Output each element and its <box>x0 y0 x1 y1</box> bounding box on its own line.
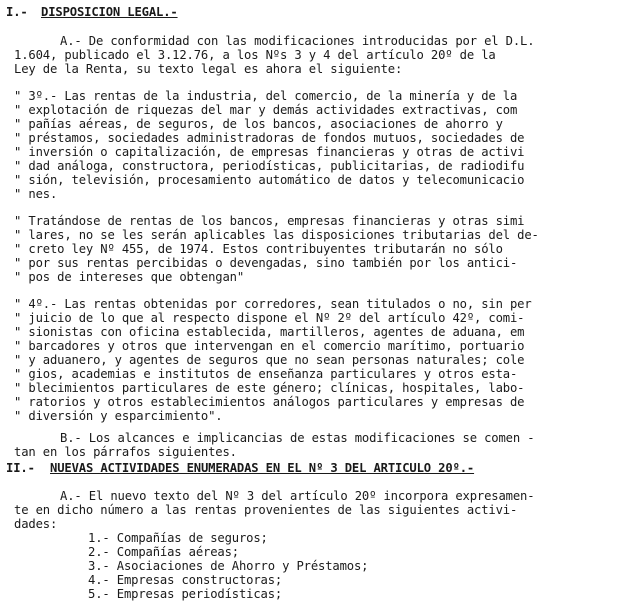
intro-line: Ley de la Renta, su texto legal es ahora el siguiente: <box>14 62 403 76</box>
quote-4-line: " y aduanero, y agentes de seguros que no sean personas naturales; cole <box>14 353 525 367</box>
section-1-title: DISPOSICION LEGAL.- <box>41 5 178 19</box>
list-item: 5.- Empresas periodísticas; <box>88 587 283 601</box>
quote-4-line: " sionistas con oficina establecida, martilleros, agentes de aduana, em <box>14 325 525 339</box>
list-item: 1.- Compañías de seguros; <box>88 531 268 545</box>
section-2-a-line: te en dicho número a las rentas provenientes de las siguientes activi- <box>14 503 518 517</box>
section-2-a-line: A.- El nuevo texto del Nº 3 del artículo 20º incorpora expresamen- <box>60 489 535 503</box>
quote-3-line: " nes. <box>14 187 58 201</box>
quote-4-line: " 4º.- Las rentas obtenidas por corredores, sean titulados o no, sin per <box>14 297 532 311</box>
section-1-number: I.- <box>6 5 28 19</box>
quote-4-line: " diversión y esparcimiento". <box>14 409 223 423</box>
quote-4-line: " ratorios y otros establecimientos análogos particulares y empresas de <box>14 395 525 409</box>
quote-4-line: " juicio de lo que al respecto dispone el Nº 2º del artículo 42º, comi- <box>14 311 525 325</box>
quote-3-line: " dad análoga, constructora, periodísticas, publicitarias, de radiodifu <box>14 159 525 173</box>
quote-3-line: " inversión o capitalización, de empresas financieras y otras de activi <box>14 145 525 159</box>
quote-3-line: " explotación de riquezas del mar y demás actividades extractivas, com <box>14 103 518 117</box>
section-2-number: II.- <box>6 461 35 475</box>
quote-3-line: " préstamos, sociedades administradoras de fondos mutuos, sociedades de <box>14 131 525 145</box>
quote-banks-line: " Tratándose de rentas de los bancos, empresas financieras y otras simi <box>14 214 525 228</box>
intro-line: A.- De conformidad con las modificaciones introducidas por el D.L. <box>60 34 535 48</box>
quote-3-line: " sión, televisión, procesamiento automático de datos y telecomunicacio <box>14 173 525 187</box>
quote-3-line: " 3º.- Las rentas de la industria, del comercio, de la minería y de la <box>14 89 518 103</box>
paragraph-b-line: B.- Los alcances e implicancias de estas modificaciones se comen - <box>60 431 535 445</box>
intro-line: 1.604, publicado el 3.12.76, a los Nºs 3 y 4 del artículo 20º de la <box>14 48 496 62</box>
quote-banks-line: " pos de intereses que obtengan" <box>14 270 244 284</box>
quote-banks-line: " lares, no se les serán aplicables las disposiciones tributarias del de- <box>14 228 539 242</box>
list-item: 2.- Compañías aéreas; <box>88 545 239 559</box>
section-2-title: NUEVAS ACTIVIDADES ENUMERADAS EN EL Nº 3 DEL ARTICULO 20º.- <box>50 461 475 475</box>
quote-banks-line: " por sus rentas percibidas o devengadas, sino también por los antici- <box>14 256 518 270</box>
list-item: 4.- Empresas constructoras; <box>88 573 283 587</box>
quote-4-line: " barcadores y otros que intervengan en el comercio marítimo, portuario <box>14 339 525 353</box>
paragraph-b-line: tan en los párrafos siguientes. <box>14 445 237 459</box>
quote-4-line: " blecimientos particulares de este género; clínicas, hospitales, labo- <box>14 381 525 395</box>
list-item: 3.- Asociaciones de Ahorro y Préstamos; <box>88 559 369 573</box>
section-2-a-line: dades: <box>14 517 58 531</box>
quote-banks-line: " creto ley Nº 455, de 1974. Estos contribuyentes tributarán no sólo <box>14 242 503 256</box>
quote-4-line: " gios, academias e institutos de enseñanza particulares y otros esta- <box>14 367 518 381</box>
quote-3-line: " pañías aéreas, de seguros, de los bancos, asociaciones de ahorro y <box>14 117 503 131</box>
